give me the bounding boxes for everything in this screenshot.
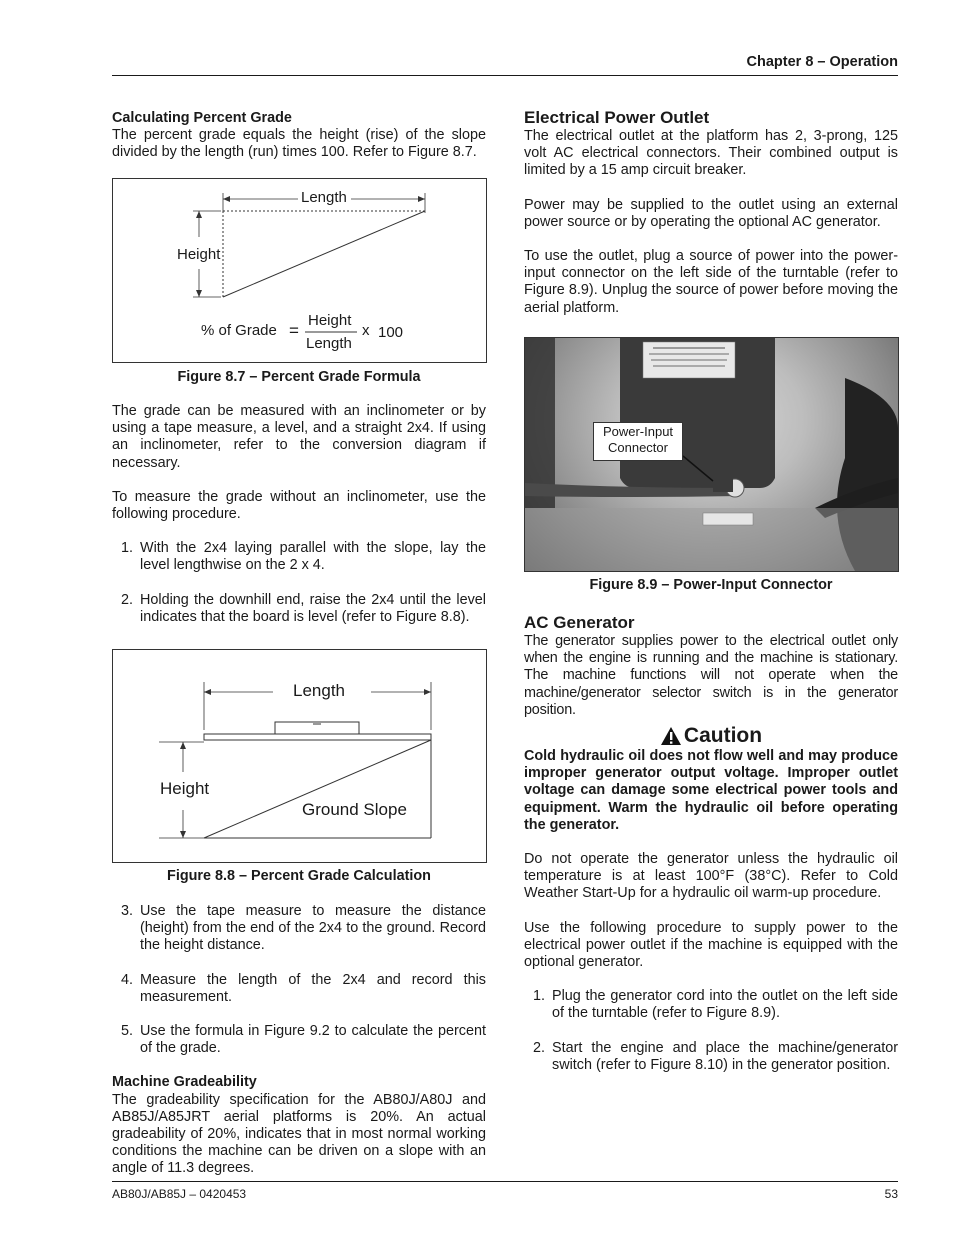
fig88-slope-label: Ground Slope [302,800,407,819]
slope-line [223,211,425,297]
label-line-2 [649,353,729,355]
power-input-connector-photo [525,338,898,571]
lower-warning-label [703,513,753,525]
fig87-equals: = [289,321,299,340]
step-4-text: Measure the length of the 2x4 and record this measurement. [140,971,486,1005]
label-line-1 [653,347,725,349]
fig88-height-label: Height [160,779,210,798]
temperature-paragraph: Do not operate the generator unless the hydraulic oil temperature is at least 100°F (38°C). Refer to Cold Weather Start-Up for a hydraulic oil warm-up procedure. [524,851,898,902]
right-column-generator [524,613,898,719]
step-4 [112,972,486,1006]
fig87-height-label: Height [177,246,221,263]
inclinometer-paragraph: The grade can be measured with an inclinometer or by using a tape measure, a level, and a straight 2x4. If using an inclinometer, refer to the conversion diagram if necessary. [112,403,486,471]
connector-body [713,478,733,492]
footer-rule [112,1181,898,1182]
header-rule [112,75,898,76]
calc-heading: Calculating Percent Grade [112,110,292,126]
fig88-length-arrowhead-right [424,689,431,695]
fig88-length-label: Length [293,681,345,700]
step-5-number: 5. [121,1023,134,1040]
callout-line-1: Power-Input [602,424,674,439]
photo-left-wall [525,338,555,508]
fig87-times: x [362,322,370,339]
caution-body: Cold hydraulic oil does not flow well and may produce improper generator output voltage. Improper outlet voltage can damage some electrical power tools and equipment. Warm the hydraulic oil before operating the generator. [524,748,898,833]
step-1-number: 1. [121,540,134,557]
fig87-hundred: 100 [378,324,404,341]
step-3 [112,903,486,955]
step-2-text: Holding the downhill end, raise the 2x4 until the level indicates that the board is level (refer to Figure 8.8). [140,591,486,625]
gen-step-2-number: 2. [533,1039,546,1056]
label-line-3 [651,359,727,361]
length-arrowhead-left [223,196,230,202]
fig89-caption: Figure 8.9 – Power-Input Connector [589,577,833,593]
left-column-mid [112,403,486,626]
chapter-header: Chapter 8 – Operation [746,54,898,70]
fig87-pct-label: % of Grade [201,322,277,339]
height-arrowhead-bottom [196,290,202,297]
step-1 [112,540,486,574]
outlet-paragraph-1: The electrical outlet at the platform has 2, 3-prong, 125 volt AC electrical connectors. Their combined output is limited by a 15 amp circuit breaker. [524,128,898,179]
step-2-number: 2. [121,591,134,608]
fig88-height-arrowhead-bottom [180,831,186,838]
fig88-length-arrowhead-left [204,689,211,695]
step-3-number: 3. [121,903,134,919]
figure-8-8 [112,649,487,863]
gen-step-2-text: Start the engine and place the machine/generator switch (refer to Figure 8.10) in the generator position. [552,1039,898,1073]
outlet-paragraph-2: Power may be supplied to the outlet using an external power source or by operating the optional AC generator. [524,196,898,230]
right-column-bottom [524,748,898,1074]
fig87-length-label: Length [301,189,347,206]
gen-step-2 [524,1040,898,1074]
left-column [112,110,486,162]
fig87-caption: Figure 8.7 – Percent Grade Formula [177,369,421,385]
gen-step-1-text: Plug the generator cord into the outlet on the left side of the turntable (refer to Figure 8.9). [552,988,898,1022]
step-4-number: 4. [121,971,134,988]
step-3-text: Use the tape measure to measure the distance (height) from the end of the 2x4 to the ground. Record the height distance. [140,903,486,954]
power-input-callout [593,422,683,461]
warning-triangle-icon [660,726,682,746]
fig88-caption: Figure 8.8 – Percent Grade Calculation [167,868,431,884]
gen-step-1 [524,988,898,1022]
step-5 [112,1023,486,1057]
left-column-bottom [112,903,486,1178]
step-5-text: Use the formula in Figure 9.2 to calculate the percent of the grade. [140,1023,486,1057]
gen-step-1-number: 1. [533,988,546,1005]
callout-line-2: Connector [608,440,668,455]
height-arrowhead-top [196,211,202,218]
label-line-4 [653,365,725,367]
fig87-numerator: Height [308,312,352,329]
fig87-denominator: Length [306,335,352,352]
calc-body: The percent grade equals the height (rise) of the slope divided by the length (run) times 100. Refer to Figure 8.7. [112,127,486,161]
footer-doc-id: AB80J/AB85J – 0420453 [112,1187,247,1201]
step-1-text: With the 2x4 laying parallel with the slope, lay the level lengthwise on the 2 x 4. [140,540,486,574]
outlet-paragraph-3: To use the outlet, plug a source of power into the power-input connector on the left side of the turntable (refer to Figure 8.9). Unplug the source of power before moving the aerial platform. [524,248,898,316]
figure-8-7 [112,178,487,363]
figure-8-9-photo [524,337,899,572]
ground-slope-line [204,740,431,838]
gradeability-body: The gradeability specification for the AB80J/A80J and AB85J/A85JRT aerial platforms is 20%. An actual gradeability of 20%, indicates that in most normal working conditions the machine can be driven on a slope with an angle of 11.3 degrees. [112,1091,486,1177]
fig88-height-arrowhead-top [180,742,186,749]
without-inclinometer-paragraph: To measure the grade without an inclinometer, use the following procedure. [112,488,486,523]
caution-title-row [524,724,898,750]
generator-heading: AC Generator [524,613,635,632]
step-2 [112,592,486,626]
outlet-heading: Electrical Power Outlet [524,108,710,127]
right-column-top [524,108,898,317]
percent-grade-formula-diagram [113,179,486,362]
procedure-paragraph: Use the following procedure to supply power to the electrical power outlet if the machine is equipped with the optional generator. [524,919,898,971]
gradeability-heading: Machine Gradeability [112,1074,257,1091]
length-arrowhead-right [418,196,425,202]
generator-body: The generator supplies power to the electrical outlet only when the engine is running and the machine is stationary. The machine functions will not operate when the machine/generator selector switch is in the generator position. [524,633,898,718]
caution-title: Caution [683,724,763,747]
footer-page-number: 53 [884,1187,898,1201]
board-2x4 [204,734,431,740]
